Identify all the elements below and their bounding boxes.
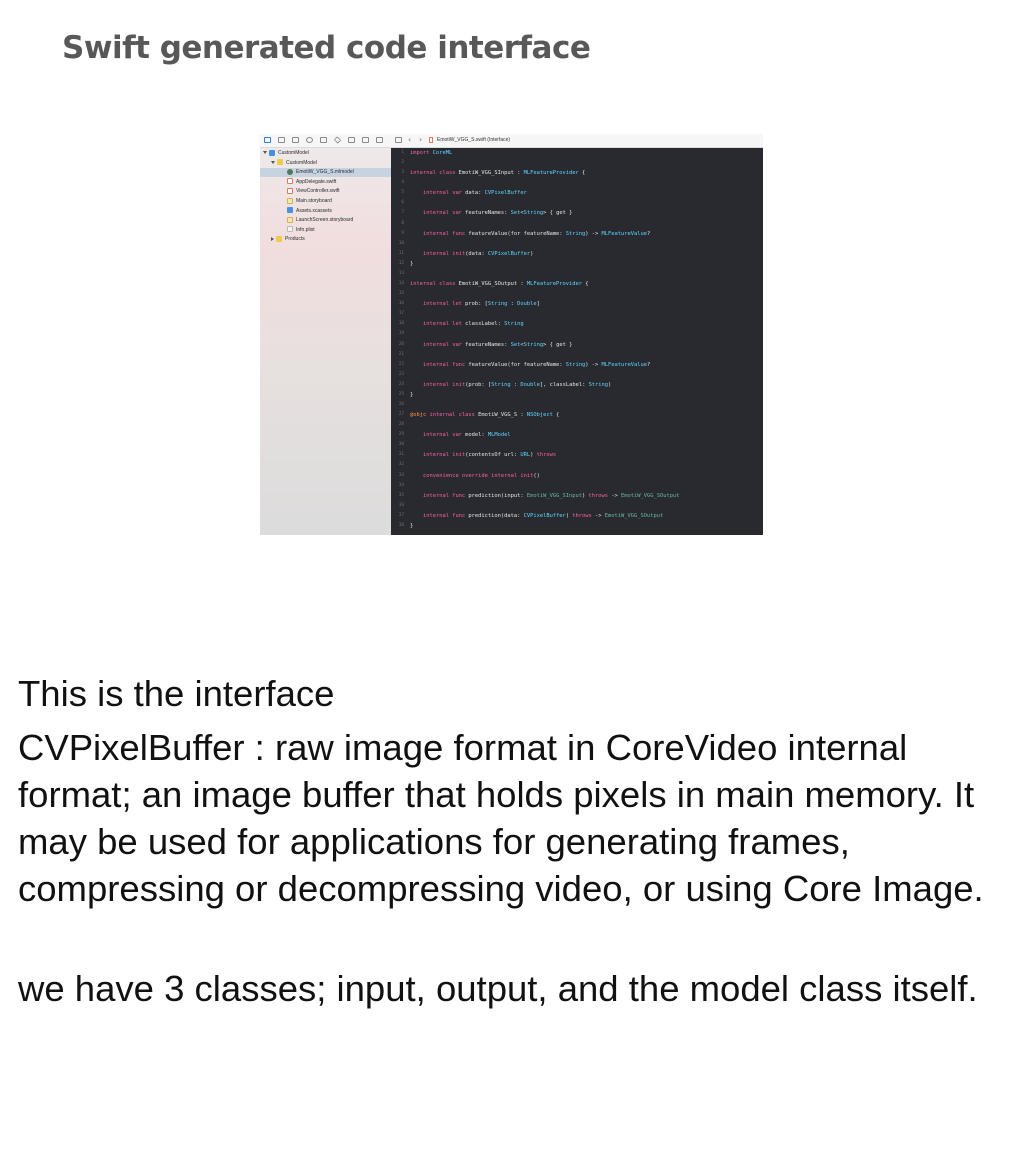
project-icon [269,150,275,156]
code-token: MLFeatureValue [601,361,647,368]
test-navigator-icon[interactable] [334,136,341,143]
line-number: 38 [398,522,404,528]
code-token: Double [520,381,540,388]
storyboard-icon [287,217,293,223]
xcode-screenshot [260,134,763,535]
code-token: -> [591,512,605,519]
line-number: 7 [401,210,404,216]
code-line [391,340,763,350]
code-token: NSObject [526,412,553,419]
code-token: } [410,260,414,267]
navigator-item[interactable] [271,159,317,168]
code-line [391,450,763,460]
code-token: MLFeatureValue [601,230,647,237]
code-line [391,370,763,380]
code-text [410,450,556,460]
code-token: internal let [422,321,462,328]
code-token: EmotiW_VGG_SOutput : [455,281,527,288]
disclosure-expanded-icon[interactable] [271,161,275,164]
code-line [391,158,763,168]
code-line [391,350,763,360]
forward-chevron-icon[interactable]: › [419,135,423,144]
code-token: internal func [422,492,466,499]
code-text [410,279,589,289]
code-token: featureNames: [461,210,511,217]
code-editor[interactable] [391,148,763,535]
navigator-item-label: CustomModel [286,159,317,166]
mlmodel-icon [287,169,293,175]
code-text [410,168,585,178]
code-token: internal [422,381,449,388]
code-token: import [410,150,430,156]
code-token: throws [536,452,557,459]
code-token: EmotiW_VGG_SInput [526,492,583,499]
code-token: -> [608,492,622,499]
code-token: : [507,301,518,308]
line-number: 35 [398,492,404,498]
line-number: 36 [398,502,404,508]
code-token: internal class [410,281,456,288]
code-text [410,299,540,309]
line-number: 17 [398,311,404,317]
code-line [391,178,763,188]
code-token: (contentsOf url: [465,452,521,459]
code-token [410,493,423,499]
jump-bar-file[interactable]: EmotiW_VGG_S.swift (Interface) [437,137,511,143]
line-number: 12 [398,260,404,266]
assets-icon [287,207,293,213]
code-line [391,198,763,208]
swift-file-icon [287,188,293,194]
navigator-item-label: Info.plist [296,226,315,233]
code-token: MLModel [487,432,511,439]
folder-icon [276,236,282,242]
code-line [391,430,763,440]
code-text [410,188,527,198]
code-token: init [452,250,466,257]
code-token: featureValue(for featureName: [465,230,566,237]
folder-icon [277,159,283,165]
code-text [410,319,524,329]
navigator-item-label: EmotiW_VGG_S.mlmodel [296,169,354,176]
code-text [410,390,413,400]
code-line [391,400,763,410]
code-token: CVPixelBuffer [484,190,527,197]
code-line [391,188,763,198]
code-token: internal var [422,432,462,439]
code-token: init [452,452,466,459]
code-token: EmotiW_VGG_SOutput [604,512,664,519]
code-token: { [582,281,589,288]
line-number: 13 [398,270,404,276]
code-text [410,360,650,370]
code-line [391,319,763,329]
plist-icon [287,226,293,232]
code-line [391,460,763,470]
line-number: 21 [398,351,404,357]
line-number: 8 [401,220,404,226]
code-token: String [565,361,586,368]
code-token: String [523,341,544,348]
code-token: internal let [422,301,462,308]
code-token: (prob: [ [465,381,492,388]
code-text [410,229,650,239]
code-token: throws [572,512,592,519]
code-token [410,321,423,327]
code-token: > { get } [543,210,573,217]
code-token [410,473,423,479]
body-paragraph: This is the interface [18,673,335,714]
code-token: featureNames: [461,341,511,348]
code-token: EmotiW_VGG_S : [474,412,527,419]
code-token: init [520,472,534,479]
code-token: } [410,391,414,398]
code-line [391,289,763,299]
storyboard-icon [287,198,293,204]
code-line [391,229,763,239]
code-text [410,410,559,420]
navigator-item[interactable] [282,207,332,216]
code-token: String [491,381,511,388]
code-token: EmotiW_VGG_SInput : [455,170,524,177]
project-navigator-icon[interactable] [264,137,271,143]
back-chevron-icon[interactable]: ‹ [408,135,412,144]
code-token: String [565,230,586,237]
line-number: 1 [401,150,404,155]
code-token: < [520,341,524,348]
line-number: 26 [398,402,404,407]
code-token: ? [646,361,651,368]
symbol-navigator-icon[interactable] [292,137,299,143]
code-token: internal func [422,230,466,237]
code-token [410,513,423,519]
line-number: 19 [398,331,404,337]
code-line [391,410,763,420]
code-token: ) [565,512,573,519]
code-token: Set [510,210,521,217]
source-control-icon[interactable] [278,137,285,143]
line-number: 10 [398,240,404,246]
code-token: internal var [422,210,462,217]
code-token: { [578,170,586,177]
navigator-item[interactable] [263,149,309,158]
code-token: internal func [422,361,466,368]
code-line [391,481,763,491]
disclosure-collapsed-icon[interactable] [271,237,274,241]
project-navigator [260,148,392,535]
navigator-item[interactable] [282,197,332,206]
swift-file-icon [287,178,293,184]
slide-title: Swift generated code interface [62,30,591,66]
line-number: 24 [398,381,404,387]
code-line [391,309,763,319]
code-token: < [520,210,524,217]
code-token: EmotiW_VGG_SOutput [621,492,680,499]
code-token: internal func [422,512,466,519]
line-number: 20 [398,341,404,347]
code-text [410,249,533,259]
line-number: 11 [398,250,404,256]
code-token: () [533,472,540,479]
code-token: CVPixelBuffer [487,250,531,257]
code-token: model: [461,432,488,439]
code-token: ] [536,301,540,308]
code-token: internal var [422,190,462,197]
code-token [410,210,423,216]
code-token [410,301,423,307]
code-line [391,299,763,309]
code-line [391,440,763,450]
code-token [410,432,423,438]
code-token: ) -> [585,230,602,237]
code-token: CoreML [432,150,453,156]
navigator-item-label: Main.storyboard [296,198,332,204]
line-number: 37 [398,512,404,518]
code-text [410,521,413,531]
code-text [410,491,679,501]
navigator-item[interactable] [282,216,353,225]
code-token: internal var [422,341,462,348]
code-line [391,168,763,178]
code-token: internal [422,250,449,257]
code-token [410,251,423,257]
code-token: String [588,381,609,388]
debug-navigator-icon[interactable] [348,137,355,143]
line-number: 30 [398,442,404,448]
code-line [391,491,763,501]
line-number: 28 [398,422,404,428]
code-token: classLabel: [461,321,505,328]
navigator-item-label: ViewController.swift [296,188,340,195]
code-line [391,148,763,158]
issue-navigator-icon[interactable] [320,137,327,143]
code-token [410,362,423,368]
code-token: init [452,381,466,388]
code-token: ? [646,230,651,237]
related-items-icon[interactable] [395,137,402,143]
line-number: 31 [398,452,404,458]
code-text [410,340,572,350]
code-token: ) [530,250,534,257]
line-number: 5 [401,190,404,196]
body-paragraph: we have 3 classes; input, output, and the model class itself. [18,968,978,1009]
code-line [391,259,763,269]
line-number: 23 [398,371,404,377]
code-token: (data: [465,250,488,257]
code-line [391,279,763,289]
code-token: internal class [429,412,475,419]
line-number: 22 [398,361,404,367]
code-token: prediction(data: [465,512,524,519]
line-number: 14 [398,281,404,287]
line-number: 32 [398,462,404,468]
code-line [391,380,763,390]
code-token [410,342,423,348]
code-text [410,430,511,440]
line-number: 4 [401,180,404,186]
code-token: ) [582,492,589,499]
navigator-item[interactable] [282,226,315,235]
line-number: 9 [401,230,404,236]
code-line [391,329,763,339]
code-token: data: [461,190,485,197]
code-token: prob: [ [461,301,488,308]
code-text [410,148,452,158]
line-number: 15 [398,291,404,297]
code-line [391,249,763,259]
code-token [410,382,423,388]
code-line [391,269,763,279]
line-number: 18 [398,321,404,327]
code-token [410,452,423,458]
line-number: 27 [398,412,404,418]
code-token: : [510,381,521,388]
navigator-item-label: CustomModel [278,150,309,156]
line-number: 25 [398,391,404,397]
line-number: 3 [401,170,404,176]
code-token: ) [530,452,537,459]
line-number: 34 [398,482,404,488]
code-line [391,511,763,521]
find-navigator-icon[interactable] [306,137,313,143]
code-line [391,219,763,229]
navigator-item-label: Assets.xcassets [296,207,332,214]
navigator-item-label: Products [285,236,305,243]
swift-file-icon [429,137,433,143]
code-text [410,259,413,269]
code-token: MLFeatureProvider [526,281,583,288]
code-token: > { get } [543,341,573,348]
code-token: } [410,522,414,529]
line-number: 16 [398,301,404,307]
code-token: CVPixelBuffer [523,512,566,519]
navigator-item-label: AppDelegate.swift [296,178,337,185]
code-token: featureValue(for featureName: [465,361,566,368]
line-number: 2 [401,160,404,166]
code-line [391,239,763,249]
code-text [410,471,540,481]
code-token [410,231,423,237]
code-token: ) -> [585,361,602,368]
code-token: Set [510,341,521,348]
code-token: String [504,321,524,328]
code-text [410,380,611,390]
code-token: String [523,210,544,217]
code-line [391,521,763,531]
code-line [391,501,763,511]
code-token [410,190,423,196]
code-token: convenience override internal [422,472,518,479]
code-line [391,208,763,218]
code-line [391,390,763,400]
code-token: internal [422,452,449,459]
code-line [391,360,763,370]
report-navigator-icon[interactable] [376,137,383,143]
line-number: 6 [401,200,404,206]
navigator-toolbar [260,134,763,148]
code-token: String [487,301,508,308]
navigator-item-label: LaunchScreen.storyboard [296,217,354,224]
code-token: ) [608,381,612,388]
code-token: internal class [410,170,456,177]
code-token: ], classLabel: [539,381,589,388]
code-token: @objc [410,412,427,419]
code-text [410,511,663,521]
line-number: 33 [398,472,404,478]
navigator-item[interactable] [282,187,340,196]
code-token: { [552,412,560,419]
code-token: Double [517,301,537,308]
disclosure-expanded-icon[interactable] [263,151,267,154]
body-paragraph: CVPixelBuffer : raw image format in CoreVideo internal format; an image buffer that holds pixels in main memory. It may be used for applications for generating frames, compressing or decompressing video, or using Core Image. [18,727,984,909]
code-token: prediction(input: [465,492,527,499]
code-line [391,471,763,481]
line-number: 29 [398,432,404,438]
navigator-item[interactable] [271,235,305,244]
navigator-item[interactable] [282,178,336,187]
code-token: URL [520,452,531,459]
code-token: throws [588,492,609,499]
code-token: MLFeatureProvider [523,170,579,177]
breakpoint-navigator-icon[interactable] [362,137,369,143]
code-text [410,208,572,218]
code-line [391,420,763,430]
